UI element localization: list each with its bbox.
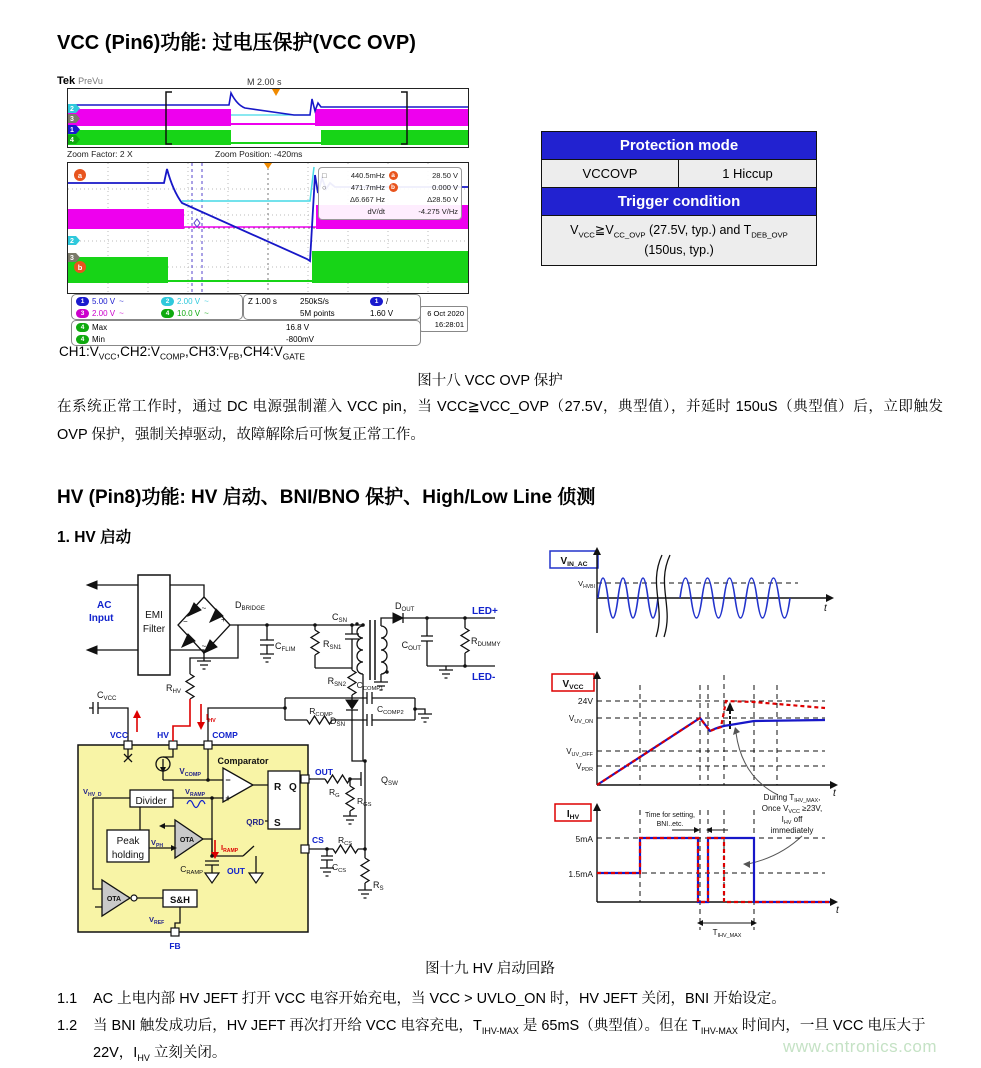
- ch4-badge: 4: [76, 335, 89, 344]
- svg-text:OTA: OTA: [179, 837, 195, 844]
- tek-logo: Tek: [57, 75, 76, 87]
- figure19-caption: 图十九 HV 启动回路: [425, 961, 555, 977]
- subsection-hv-startup: 1. HV 启动: [57, 529, 132, 546]
- svg-text:VCC: VCC: [110, 730, 128, 740]
- svg-text:OTA: OTA: [106, 896, 122, 903]
- svg-text:VPDR: $V_{PDR}$: [576, 762, 593, 773]
- svg-text:VPH: $V_{PH}$: [151, 838, 164, 849]
- svg-text:Filter: Filter: [142, 624, 166, 635]
- svg-text:VREF: $V_{REF}$: [149, 915, 165, 926]
- ch4-badge: 4: [76, 323, 89, 332]
- list-item-number: 1.2: [57, 1017, 78, 1034]
- list-item: [57, 986, 945, 1013]
- svg-text:IHV: $I_{HV}$: [566, 809, 580, 821]
- svg-text:CS: CS: [312, 835, 324, 845]
- svg-text:DOUT: $D_{OUT}$: [395, 601, 415, 613]
- svg-text:HV: HV: [157, 730, 169, 740]
- svg-text:COMP: COMP: [212, 730, 238, 740]
- ch2-badge: 2: [161, 297, 174, 306]
- trigger-level: 1.60 V: [370, 308, 394, 318]
- scope-ch4-stats: 4 Max 16.8 V 4 Min -800mV: [71, 320, 421, 346]
- ch2-coupling-icon: ~: [204, 296, 209, 306]
- scope-channel-legend: $CH1:V_{VCC},CH2:V_{COMP},CH3:V_{FB},CH4:V_{GATE}$: [59, 344, 305, 362]
- svg-text:COUT: $C_{OUT}$: [401, 640, 421, 652]
- svg-text:immediately: immediately: [770, 826, 814, 835]
- svg-text:DBRIDGE: $D_{BRIDGE}$: [235, 600, 265, 612]
- trigger-condition-cell: $V_{VCC}≧V_{CC\_OVP}$ (27.5V, typ.) and $T_{DEB\_OVP}$ (150us, typ.): [542, 215, 816, 265]
- svg-text:S: S: [274, 818, 281, 829]
- svg-text:1.5mA: 1.5mA: [568, 869, 593, 879]
- svg-text:Comparator: Comparator: [217, 756, 269, 766]
- zoom-position: Zoom Position: -420ms: [215, 149, 303, 159]
- svg-text:RSN1: $R_{SN1}$: [323, 639, 342, 651]
- cursor-frequency: 471.7mHz: [350, 182, 385, 192]
- svg-text:3: 3: [70, 255, 74, 262]
- svg-text:+: +: [225, 793, 231, 803]
- svg-text:RDUMMY: $R_{DUMMY}$: [471, 636, 501, 648]
- hv-startup-circuit-diagram: [75, 558, 530, 958]
- figure18-caption: 图十八 VCC OVP 保护: [417, 373, 563, 389]
- protection-mode-cell: VCCOVP: [542, 159, 679, 188]
- cursor-frequency: 440.5mHz: [350, 170, 385, 180]
- scope-main-timebase: M 2.00 s: [247, 77, 282, 87]
- dvdt-label: dV/dt: [367, 206, 385, 216]
- dvdt-value: -4.275 V/Hz: [418, 206, 458, 216]
- svg-text:RSN2: $R_{SN2}$: [327, 676, 346, 688]
- svg-text:VHV_D: $V_{HV\_D}$: [83, 787, 102, 798]
- svg-text:VIN_AC: $V_{IN\_AC}$: [560, 556, 588, 568]
- svg-text:QSW: $Q_{SW}$: [381, 775, 398, 787]
- cursor-symbol: ○: [322, 182, 327, 192]
- svg-text:t: t: [833, 788, 836, 799]
- svg-text:t: t: [824, 603, 827, 614]
- svg-text:Peak: Peak: [116, 836, 140, 847]
- svg-text:VUV_ON: $V_{UV\_ON}$: [568, 714, 593, 725]
- measurement-row: [322, 169, 458, 181]
- measurement-row: [322, 205, 458, 217]
- svg-text:VRAMP: $V_{RAMP}$: [185, 787, 206, 798]
- svg-text:AC: AC: [97, 600, 112, 611]
- svg-text:CRAMP: $C_{RAMP}$: [180, 864, 203, 876]
- protection-mode-table: [541, 131, 817, 266]
- delta-voltage: Δ28.50 V: [427, 194, 458, 204]
- scope-horizontal-trigger-readout: [243, 294, 421, 320]
- hv-startup-timing-waveforms: [540, 545, 965, 955]
- scope-overview-strip: [67, 88, 469, 148]
- ch4-min-value: -800mV: [286, 334, 315, 344]
- svg-text:VVCC: $V_{VCC}$: [562, 679, 584, 691]
- svg-text:24V: 24V: [577, 696, 593, 706]
- svg-text:S&H: S&H: [169, 895, 191, 906]
- svg-text:VUV_OFF: $V_{UV\_OFF}$: [566, 747, 593, 758]
- svg-text:LED+: LED+: [472, 606, 498, 617]
- svg-text:EMI: EMI: [145, 610, 163, 621]
- section-title-vcc-ovp: VCC (Pin6)功能: 过电压保护(VCC OVP): [57, 32, 416, 54]
- svg-text:CVCC: $C_{VCC}$: [97, 690, 117, 702]
- scope-zoom-bar: [67, 149, 467, 159]
- svg-text:RS: $R_S$: [373, 880, 384, 892]
- cursor-voltage: 28.50 V: [432, 170, 458, 180]
- svg-text:holding: holding: [111, 850, 145, 861]
- hiccup-cell: 1 Hiccup: [679, 159, 816, 188]
- scope-datetime: [420, 306, 468, 332]
- oscilloscope-screenshot: [57, 75, 469, 344]
- svg-text:4: 4: [70, 137, 74, 144]
- svg-text:VHVBI: $V_{HVBI}$: [578, 579, 595, 590]
- svg-text:2: 2: [70, 238, 74, 245]
- trigger-slope-icon: /: [386, 296, 389, 306]
- list-item-text: 当 BNI 触发成功后，HV JEFT 再次打开给 VCC 电容充电，$T_{IHV-MAX}$ 是 65mS（典型值）。但在 $T_{IHV-MAX}$ 时间内，一旦 VCC 电压大于 22V，$I_{HV}$ 立刻关闭。: [93, 1017, 926, 1063]
- svg-text:~: ~: [201, 604, 207, 613]
- svg-text:VCOMP: $V_{COMP}$: [179, 767, 201, 778]
- svg-text:Time for setting,: Time for setting,: [645, 812, 695, 819]
- measurement-row: [322, 193, 458, 205]
- ch4-badge: 4: [161, 309, 174, 318]
- svg-text:DSN: $D_{SN}$: [330, 716, 345, 728]
- cursor-voltage: 0.000 V: [432, 182, 458, 192]
- svg-text:BNI..etc.: BNI..etc.: [656, 821, 684, 828]
- svg-text:CCOMP1: $C_{COMP1}$: [356, 680, 384, 692]
- ch2-scale: 2 2.00 V ~: [157, 295, 242, 307]
- svg-text:LED-: LED-: [472, 672, 496, 683]
- record-length: 5M points: [300, 308, 335, 318]
- svg-text:−: −: [183, 617, 188, 626]
- marker-b-badge: b: [389, 183, 398, 192]
- table-header-protection-mode: Protection mode: [542, 132, 816, 159]
- sample-rate: 250kS/s: [300, 296, 329, 306]
- svg-text:Input: Input: [89, 613, 114, 624]
- svg-text:3: 3: [70, 116, 74, 123]
- table-row: [542, 159, 816, 188]
- scope-acquisition-mode: PreVu: [78, 76, 103, 86]
- svg-text:1: 1: [70, 127, 74, 134]
- cursor-symbol: □: [322, 170, 327, 180]
- svg-text:IHV: $I_{HV}$: [206, 713, 216, 724]
- svg-text:CCS: $C_{CS}$: [332, 862, 347, 874]
- ch3-coupling-icon: ~: [119, 308, 124, 318]
- svg-text:TIHV_MAX: $T_{IHV\_MAX}$: [712, 928, 742, 939]
- ch1-scale: 1 5.00 V ~: [72, 295, 157, 307]
- svg-text:2: 2: [70, 106, 74, 113]
- svg-text:RCS: $R_{CS}$: [338, 835, 353, 847]
- svg-text:IRAMP: $I_{RAMP}$: [221, 843, 239, 854]
- ch1-badge: 1: [76, 297, 89, 306]
- watermark: www.cntronics.com: [783, 1037, 937, 1056]
- svg-text:Q: Q: [289, 782, 297, 793]
- svg-text:QRD: QRD: [246, 818, 264, 827]
- zoom-timebase: Z 1.00 s: [248, 296, 277, 306]
- trigger-channel-badge: 1: [370, 297, 383, 306]
- ch4-scale: 4 10.0 V ~: [157, 307, 242, 319]
- scope-channel-readouts: [71, 294, 243, 320]
- svg-text:Once VVCC ≥23V,: Once $V_{VCC} \ge 23V$,: [761, 804, 823, 815]
- svg-text:RG: $R_G$: [329, 787, 340, 799]
- svg-text:RGS: $R_{GS}$: [357, 796, 372, 808]
- marker-a-badge: a: [389, 171, 398, 180]
- ch4-max-value: 16.8 V: [286, 322, 310, 332]
- svg-text:Divider: Divider: [135, 796, 167, 807]
- svg-text:During TIHV_MAX,: During $T_{IHV\_MAX}$,: [763, 793, 821, 804]
- list-item-number: 1.1: [57, 991, 78, 1007]
- svg-text:~: ~: [201, 642, 207, 651]
- scope-time: 16:28:01: [434, 320, 464, 330]
- section-title-hv: HV (Pin8)功能: HV 启动、BNI/BNO 保护、High/Low Line 侦测: [57, 487, 596, 508]
- svg-text:RHV: $R_{HV}$: [166, 683, 181, 695]
- svg-text:−: −: [225, 775, 231, 785]
- scope-zoom-window: [67, 162, 469, 294]
- svg-text:CCOMP2: $C_{COMP2}$: [377, 704, 404, 716]
- svg-text:RCOMP: $R_{COMP}$: [309, 706, 333, 718]
- scope-measurement-box: [318, 167, 462, 220]
- scope-date: 6 Oct 2020: [427, 309, 464, 318]
- svg-text:5mA: 5mA: [575, 834, 593, 844]
- svg-text:FB: FB: [169, 941, 181, 951]
- svg-text:t: t: [836, 905, 839, 916]
- svg-text:a: a: [77, 171, 83, 180]
- table-header-trigger-condition: Trigger condition: [542, 188, 816, 215]
- svg-text:CSN: $C_{SN}$: [332, 612, 347, 624]
- svg-text:+: +: [221, 615, 226, 624]
- svg-text:OUT: OUT: [227, 866, 245, 876]
- delta-frequency: Δ6.667 Hz: [349, 194, 385, 204]
- measurement-row: [322, 181, 458, 193]
- zoom-factor: Zoom Factor: 2 X: [67, 149, 133, 159]
- svg-text:CFLIM: $C_{FLIM}$: [275, 641, 296, 653]
- ch1-coupling-icon: ~: [119, 296, 124, 306]
- ch4-coupling-icon: ~: [204, 308, 209, 318]
- svg-text:b: b: [77, 263, 83, 272]
- scope-overview-waveform: [68, 89, 468, 147]
- svg-text:OUT: OUT: [315, 767, 333, 777]
- ch3-badge: 3: [76, 309, 89, 318]
- svg-text:R: R: [274, 782, 282, 793]
- svg-text:IHV off: $I_{HV}$ off: [781, 815, 803, 826]
- body-paragraph: 在系统正常工作时，通过 DC 电源强制灌入 VCC pin，当 VCC≧VCC_OVP（27.5V，典型值），并延时 150uS（典型值）后，立即触发 OVP 保护，强制关掉驱动，故障解除后可恢复正常工作。: [57, 399, 943, 443]
- list-item-text: AC 上电内部 HV JEFT 打开 VCC 电容开始充电，当 VCC > UVLO_ON 时，HV JEFT 关闭，BNI 开始设定。: [93, 991, 786, 1007]
- ch3-scale: 3 2.00 V ~: [72, 307, 157, 319]
